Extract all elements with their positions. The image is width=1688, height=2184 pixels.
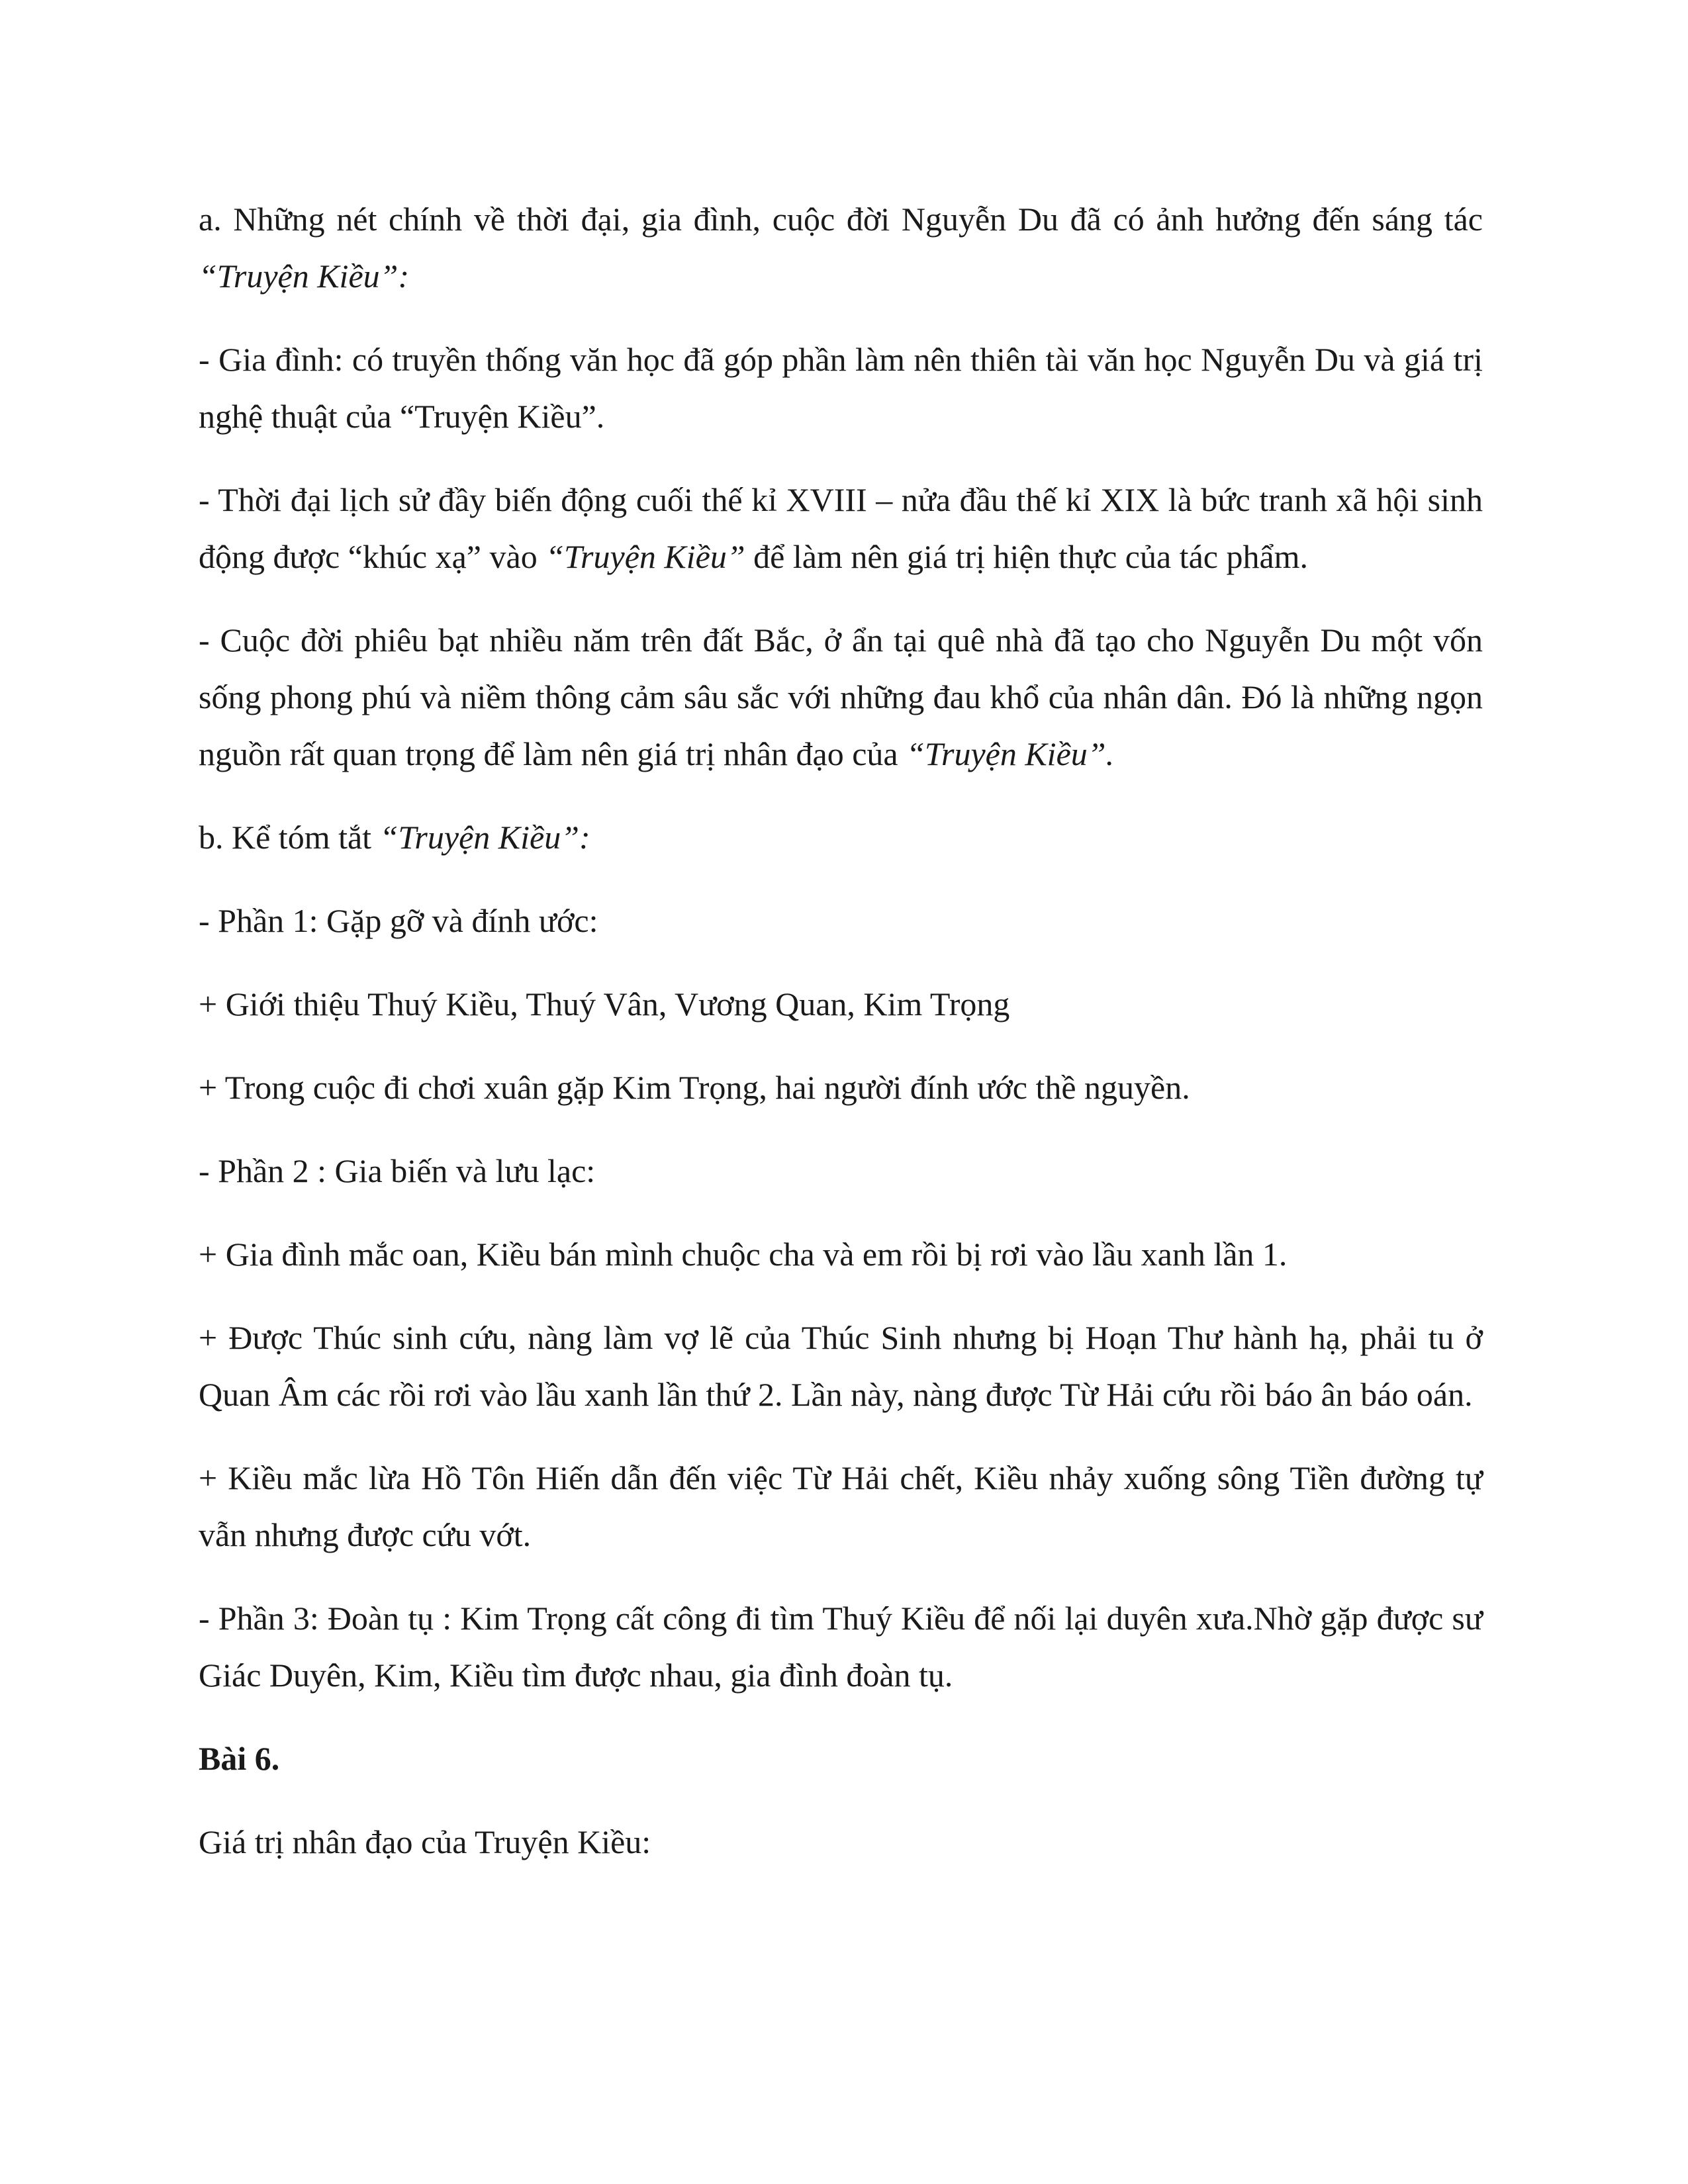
- era-text-1: - Thời đại lịch sử đầy biến động cuối thế kỉ XVIII – nửa đầu thế kỉ XIX là bức tranh xã hội sinh động được “khúc xạ” vào: [199, 481, 1483, 575]
- section-a-intro: [199, 191, 1483, 304]
- part2-item-1: + Gia đình mắc oan, Kiều bán mình chuộc cha và em rồi bị rơi vào lầu xanh lần 1.: [199, 1236, 1288, 1273]
- life-paragraph: [199, 612, 1483, 782]
- part1-item-1: + Giới thiệu Thuý Kiều, Thuý Vân, Vương Quan, Kim Trọng: [199, 985, 1010, 1023]
- part2-item-2: + Được Thúc sinh cứu, nàng làm vợ lẽ của Thúc Sinh nhưng bị Hoạn Thư hành hạ, phải tu ở Quan Âm các rồi rơi vào lầu xanh lần thứ 2. Lần này, nàng được Từ Hải cứu rồi báo ân báo oán.: [199, 1319, 1483, 1413]
- part2-heading: - Phần 2 : Gia biến và lưu lạc:: [199, 1152, 596, 1189]
- part1-heading: - Phần 1: Gặp gỡ và đính ước:: [199, 902, 598, 939]
- part2-item-3: + Kiều mắc lừa Hồ Tôn Hiến dẫn đến việc Từ Hải chết, Kiều nhảy xuống sông Tiền đường tự vẫn nhưng được cứu vớt.: [199, 1459, 1483, 1553]
- bai6-heading: Bài 6.: [199, 1740, 280, 1777]
- document-page: [199, 191, 1483, 1897]
- part3-paragraph: - Phần 3: Đoàn tụ : Kim Trọng cất công đi tìm Thuý Kiều để nối lại duyên xưa.Nhờ gặp được sư Giác Duyên, Kim, Kiều tìm được nhau, gia đình đoàn tụ.: [199, 1600, 1483, 1694]
- section-b-intro-title: “Truyện Kiều”:: [379, 819, 590, 856]
- bai6-text: Giá trị nhân đạo của Truyện Kiều:: [199, 1823, 651, 1860]
- section-a-intro-text: a. Những nét chính về thời đại, gia đình, cuộc đời Nguyễn Du đã có ảnh hưởng đến sáng tác: [199, 201, 1483, 238]
- section-a-intro-title: “Truyện Kiều”:: [199, 257, 410, 295]
- section-b-intro: [199, 809, 1483, 866]
- life-text-1: - Cuộc đời phiêu bạt nhiều năm trên đất Bắc, ở ẩn tại quê nhà đã tạo cho Nguyễn Du một vốn sống phong phú và niềm thông cảm sâu sắc với những đau khổ của nhân dân. Đó là những ngọn nguồn rất quan trọng để làm nên giá trị nhân đạo của: [199, 621, 1483, 772]
- era-text-2: để làm nên giá trị hiện thực của tác phẩm.: [745, 538, 1309, 575]
- part1-item-2: + Trong cuộc đi chơi xuân gặp Kim Trọng, hai người đính ước thề nguyền.: [199, 1069, 1190, 1106]
- era-paragraph: [199, 471, 1483, 585]
- era-title: “Truyện Kiều”: [545, 538, 745, 575]
- family-paragraph: - Gia đình: có truyền thống văn học đã góp phần làm nên thiên tài văn học Nguyễn Du và giá trị nghệ thuật của “Truyện Kiều”.: [199, 341, 1483, 435]
- section-b-intro-text: b. Kể tóm tắt: [199, 819, 380, 856]
- life-title: “Truyện Kiều”.: [906, 735, 1115, 772]
